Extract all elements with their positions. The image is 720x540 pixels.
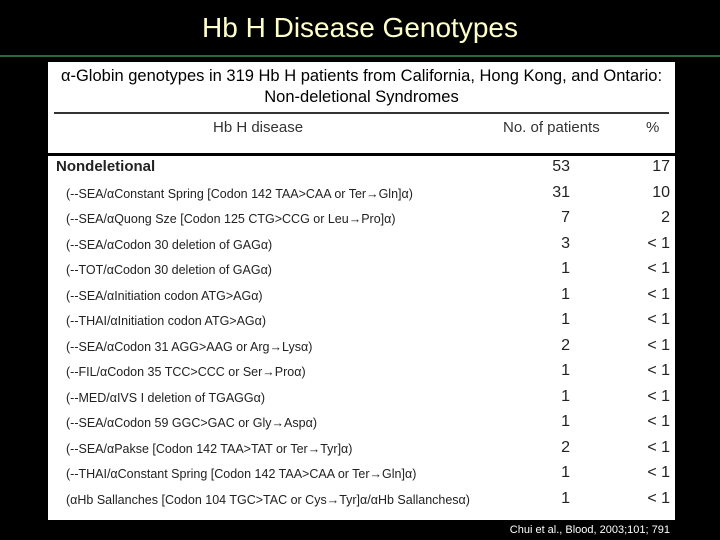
patients-cell: 1 [561, 387, 570, 405]
genotype-cell: (--THAI/αConstant Spring [Codon 142 TAA>CAA or Ter→Gln]α) [66, 467, 417, 481]
patients-cell: 1 [561, 489, 570, 507]
percent-cell: < 1 [647, 362, 670, 379]
patients-cell: 1 [561, 362, 570, 379]
genotype-cell: (--THAI/αInitiation codon ATG>AGα) [66, 314, 267, 328]
table-row [48, 464, 675, 489]
header-percent: % [646, 119, 660, 136]
table-row [48, 158, 675, 183]
percent-cell: < 1 [647, 311, 670, 328]
percent-cell: < 1 [647, 285, 670, 303]
table-row [48, 311, 675, 336]
table-panel [48, 62, 675, 520]
genotype-cell: (--SEA/αCodon 30 deletion of GAGα) [66, 237, 273, 252]
genotype-cell: (--SEA/αInitiation codon ATG>AGα) [66, 288, 263, 303]
percent-cell: < 1 [647, 234, 670, 252]
table-row [48, 209, 675, 234]
percent-cell: < 1 [647, 387, 670, 405]
patients-cell: 1 [561, 464, 570, 481]
percent-cell: 10 [652, 183, 670, 201]
header-top-rule [54, 112, 669, 114]
table-row [48, 388, 675, 413]
percent-cell: < 1 [647, 489, 670, 507]
table-row [48, 337, 675, 362]
patients-cell: 2 [561, 336, 570, 354]
header-genotype: Hb H disease [213, 119, 304, 136]
table-row [48, 235, 675, 260]
percent-cell: < 1 [647, 464, 670, 481]
table-row [48, 184, 675, 209]
patients-cell: 31 [552, 183, 570, 201]
genotype-cell: (--TOT/αCodon 30 deletion of GAGα) [66, 263, 272, 277]
patients-cell: 53 [552, 158, 570, 175]
header-patients: No. of patients [503, 119, 600, 136]
slide-title: Hb H Disease Genotypes [202, 12, 518, 43]
table-row [48, 413, 675, 438]
genotype-cell: (--SEA/αConstant Spring [Codon 142 TAA>CAA or Ter→Gln]α) [66, 186, 413, 201]
header-bottom-rule [48, 153, 675, 156]
table-row [48, 439, 675, 464]
patients-cell: 1 [561, 413, 570, 430]
percent-cell: 17 [652, 158, 670, 175]
genotype-cell: (--SEA/αQuong Sze [Codon 125 CTG>CCG or Leu→Pro]α) [66, 212, 396, 226]
citation: Chui et al., Blood, 2003;101; 791 [509, 524, 670, 536]
genotype-cell: (--MED/αIVS I deletion of TGAGGα) [66, 390, 265, 405]
percent-cell: < 1 [647, 260, 670, 277]
patients-cell: 7 [561, 209, 570, 226]
patients-cell: 1 [561, 285, 570, 303]
patients-cell: 1 [561, 260, 570, 277]
table-row [48, 286, 675, 311]
genotype-cell: (--SEA/αPakse [Codon 142 TAA>TAT or Ter→Tyr]α) [66, 441, 353, 456]
percent-cell: < 1 [647, 413, 670, 430]
genotype-cell: (αHb Sallanches [Codon 104 TGC>TAC or Cys→Tyr]α/αHb Sallanchesα) [66, 492, 470, 507]
patients-cell: 3 [561, 234, 570, 252]
genotype-cell: (--SEA/αCodon 59 GGC>GAC or Gly→Aspα) [66, 416, 317, 430]
patients-cell: 1 [561, 311, 570, 328]
genotype-cell: (--SEA/αCodon 31 AGG>AAG or Arg→Lysα) [66, 339, 313, 354]
percent-cell: < 1 [647, 438, 670, 456]
table-row [48, 362, 675, 387]
genotype-cell: (--FIL/αCodon 35 TCC>CCC or Ser→Proα) [66, 365, 306, 379]
title-divider [0, 55, 720, 57]
patients-cell: 2 [561, 438, 570, 456]
table-row [48, 260, 675, 285]
percent-cell: < 1 [647, 336, 670, 354]
table-row [48, 490, 675, 515]
table-subtitle: α-Globin genotypes in 319 Hb H patients from California, Hong Kong, and Ontario: Non-deletional Syndromes [60, 67, 663, 106]
percent-cell: 2 [661, 209, 670, 226]
genotype-cell: Nondeletional [56, 158, 156, 175]
